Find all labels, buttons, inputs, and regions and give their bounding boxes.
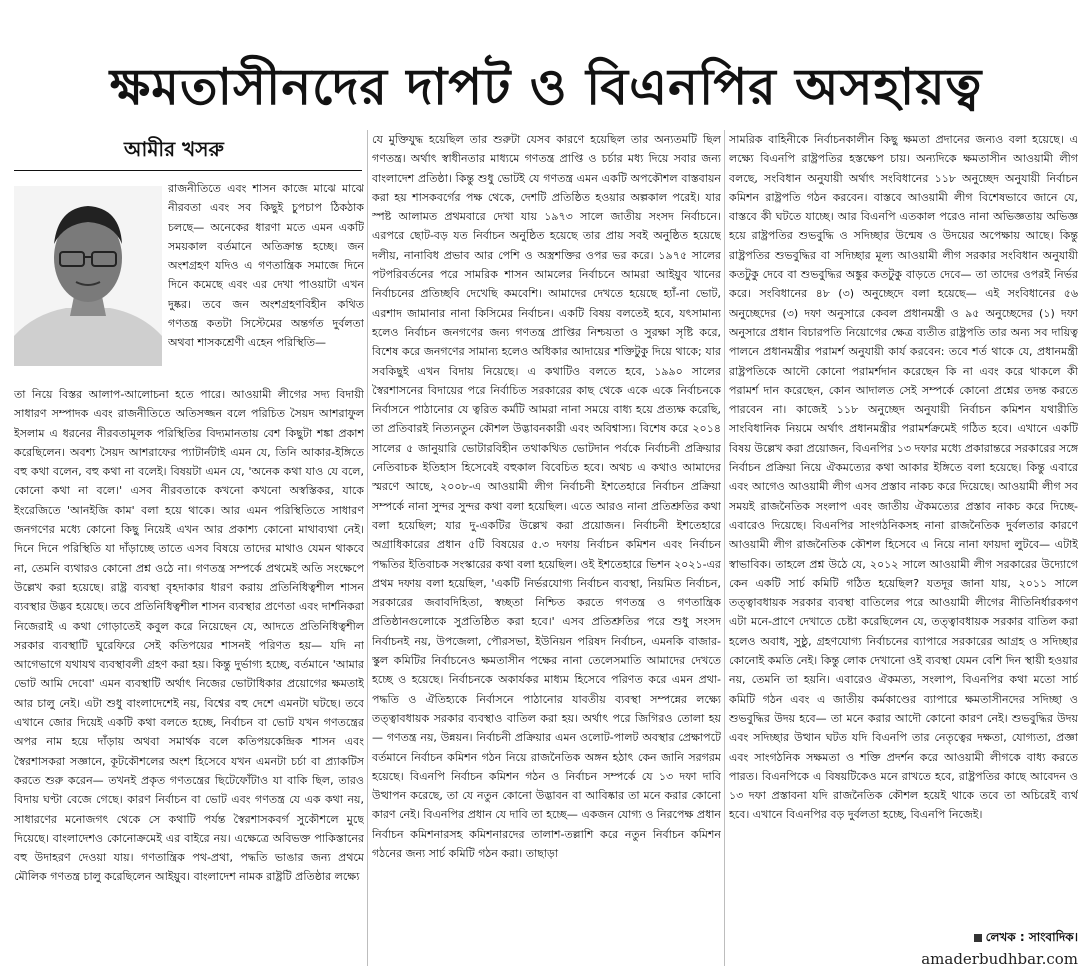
column-divider [367, 130, 368, 966]
column-1-top-text [168, 179, 364, 385]
author-photo [14, 186, 162, 366]
byline-divider [14, 170, 362, 171]
column-3-text [729, 130, 1078, 945]
writer-note [897, 927, 1078, 947]
column-2-text [372, 130, 721, 966]
paragraph: তা নিয়ে বিস্তর আলাপ-আলোচনা হতে পারে। আওয়ামী লীগের সদ্য বিদায়ী সাধারণ সম্পাদক এবং রাজনীতিতে অতিসজ্জন বলে পরিচিত সৈয়দ আশরাফুল ইসলাম এ ধরনের নীরবতামূলক পরিস্থিতির বিদ্যমানতায় বেশ কিছুটা শঙ্কা প্রকাশ করেছিলেন। অবশ্য সৈয়দ আশরাফের প্যাটার্নটাই এমন যে, তিনি আকার-ইঙ্গিতে বহু কথা বলেন, বহু কথা না বলেই। বিষয়টা এমন যে, 'অনেক কথা যাও যে বলে, কোনো কথা না বলে।' এসব নীরবতাকে কখনো কখনো অস্বস্তিকর, যাকে ইংরেজিতে 'আনইজি কাম' বলা হয়ে থাকে। আর এমন পরিস্থিতিতে সাধারণ জনগণের মধ্যে কোনো কিছু নিয়েই এখন আর প্রকাশ্য কোনো মাথাব্যথা নেই। দিনে দিনে পরিস্থিতি যা দাঁড়াচ্ছে তাতে এসব বিষয়ে তাদের মাথাও যেমন থাকবে না, তেমনি ব্যথারও কোনো প্রশ্ন ওঠে না। গণতন্ত্র সম্পর্কে প্রথমেই অতি সংক্ষেপে উল্লেখ করা হয়েছে। রাষ্ট্র ব্যবস্থা বৃহদাকার ধারণ করায় প্রতিনিধিত্বশীল শাসন ব্যবস্থার উদ্ভব হয়েছে। তবে প্রতিনিধিত্বশীল শাসন ব্যবস্থার প্রণেতা এবং দার্শনিকরা নিজেরাই এ কথা গোড়াতেই কবুল করে নিয়েছেন যে, আদতে প্রতিনিধিত্বশীল সরকার ব্যবস্থাটি ঘুরেফিরে সেই কতিপয়ের শাসনই পরিণত হয়— যদি না আগেভাগে যথাযথ ব্যবস্থাবলী গ্রহণ করা হয়। কিন্তু দুর্ভাগ্য হচ্ছে, বর্তমানে 'আমার ভোট আমি দেবো' এমন ব্যবস্থাটি অর্থাৎ নিজের ভোটাধিকার প্রয়োগের ক্ষমতাই আর চালু নেই। এটা শুধু বাংলাদেশেই নয়, বিশ্বের বহু দেশে এমনটা ঘটছে। তবে এখানে জোর দিয়েই একটি কথা বলতে হচ্ছে, নির্বাচন বা ভোট যখন গণতন্ত্রের অপর নাম হয়ে দাঁড়ায় অথবা সমার্থক বলে কতিপয়কেন্দ্রিক শাসন এবং স্বৈরশাসকরা সজ্ঞানে, কূটকৌশলের অংশ হিসেবে যখন এমনটা চর্চা বা প্র্যাকটিস করতে শুরু করেন— তখনই প্রকৃত গণতন্ত্রের ছিটেফোঁটাও যা বাকি ছিল, তারও বিদায় ঘণ্টা বেজে গেছে। কারণ নির্বাচন বা ভোট এবং গণতন্ত্র যে এক কথা নয়, সাধারণের মনোজগৎ থেকে সে কথাটি পর্যন্ত স্বৈরশাসকবর্গ সুকৌশলে মুছে দিয়েছে। বাংলাদেশও কোনোক্রমেই এর বাইরে নয়। এক্ষেত্রে অবিভক্ত পাকিস্তানের বহু উদাহরণ দেওয়া যায়। গণতান্ত্রিক পথ-প্রথা, পদ্ধতি ভাঙার জন্য প্রথমে মৌলিক গণতন্ত্র চালু করেছিলেন আইয়ুব। বাংলাদেশ নামক রাষ্ট্রটি প্রতিষ্ঠার লক্ষ্যে [14, 388, 364, 884]
headline: ক্ষমতাসীনদের দাপট ও বিএনপির অসহায়ত্ব [109, 57, 983, 116]
column-1-bottom-text [14, 385, 364, 965]
author-byline: আমীর খসরু [124, 137, 224, 161]
paragraph: সামরিক বাহিনীকে নির্বাচনকালীন কিছু ক্ষমতা প্রদানের জন্যও বলা হয়েছে। এ লক্ষ্যে বিএনপি রাষ্ট্রপতির হস্তক্ষেপ চায়। অন্যদিকে ক্ষমতাসীন আওয়ামী লীগ বলছে, সংবিধান অনুযায়ী অর্থাৎ সংবিধানের ১১৮ অনুচ্ছেদ অনুযায়ী নির্বাচন কমিশন রাষ্ট্রপতি গঠন করবেন। বাস্তবে আওয়ামী লীগ বিশেষভাবে জানে যে, বাস্তবে কী ঘটতে যাচ্ছে। আর বিএনপি এতকাল পরেও নানা অভিজ্ঞতায় অভিজ্ঞ হয়ে রাষ্ট্রপতির শুভবুদ্ধি ও সদিচ্ছার উন্মেষ ও উদয়ের অপেক্ষায় আছে। কিন্তু রাষ্ট্রপতির শুভবুদ্ধির বা সদিচ্ছার মূল্য আওয়ামী লীগ সরকার সংবিধান অনুযায়ী কতটুকু দেবে বা শুভবুদ্ধির অঙ্কুর কতটুকু বাড়তে দেবে— তা তাদের ওপরই নির্ভর করে। সংবিধানের ৪৮ (৩) অনুচ্ছেদে বলা হয়েছে— এই সংবিধানের ৫৬ অনুচ্ছেদের (৩) দফা অনুসারে কেবল প্রধানমন্ত্রী ও ৯৫ অনুচ্ছেদের (১) দফা অনুসারে প্রধান বিচারপতি নিয়োগের ক্ষেত্র ব্যতীত রাষ্ট্রপতি তার অন্য সব দায়িত্ব পালনে প্রধানমন্ত্রীর পরামর্শ অনুযায়ী কার্য করবেন: তবে শর্ত থাকে যে, প্রধানমন্ত্রী রাষ্ট্রপতিকে আদৌ কোনো পরামর্শদান করেছেন কি না এবং করে থাকলে কী পরামর্শ দান করেছেন, কোন আদালত সেই সম্পর্কে কোনো প্রশ্নের তদন্ত করতে পারবেন না। কাজেই ১১৮ অনুচ্ছেদ অনুযায়ী নির্বাচন কমিশন যথারীতি সাংবিধানিক নিয়মে অর্থাৎ প্রধানমন্ত্রীর পরামর্শক্রমেই গঠিত হবে। এখানে একটি বিষয় উল্লেখ করা প্রয়োজন, বিএনপির ১৩ দফার মধ্যে প্রকারান্তরে সরকারের সঙ্গে নির্বাচন প্রক্রিয়া নিয়ে ঐকমত্যের কথা আকার ইঙ্গিতে বলা হয়েছে। কিন্তু এবারে এবং আগেও আওয়ামী লীগ এসব প্রস্তাব নাকচ করে দিয়েছে। আওয়ামী লীগ সব সময়ই রাজনৈতিক সংলাপ এবং জাতীয় ঐকমত্যের প্রস্তাব নাকচ করে দিচ্ছে-এবারেও দিয়েছে। বিএনপির সাংগঠনিকসহ নানা রাজনৈতিক দুর্বলতার কারণে আওয়ামী লীগ রাজনৈতিক কৌশল হিসেবে এ নিয়ে নানা ফায়দা লুটবে— এটাই স্বাভাবিক। তাহলে প্রশ্ন উঠে যে, ২০১২ সালে আওয়ামী লীগ সরকারের উদ্যোগে কেন একটি সার্চ কমিটি গঠিত হয়েছিল? যতদূর জানা যায়, ২০১১ সালে তত্ত্বাবধায়ক সরকার ব্যবস্থা বাতিলের পরে আওয়ামী লীগের নীতিনির্ধারকগণ এটা মনে-প্রাণে দেখাতে চেষ্টা করেছিলেন যে, তত্ত্বাবধায়ক সরকার বাতিল করা হলেও অবাধ, সুষ্ঠু, গ্রহণযোগ্য নির্বাচনের ব্যাপারে সরকারের আগ্রহ ও সদিচ্ছার কোনোই কমতি নেই। কিন্তু লোক দেখানো ওই ব্যবস্থা যেমন বেশি দিন স্থায়ী হওয়ার নয়, তেমনি তা হয়নি। এবারেও ঐকমত্য, সংলাপ, বিএনপির কথা মতো সার্চ কমিটি গঠন এবং এ জাতীয় কর্মকাণ্ডের ব্যাপারে ক্ষমতাসীনদের সদিচ্ছা ও শুভবুদ্ধির উদয় হবে— তা মনে করার আদৌ কোনো কারণ নেই। শুভবুদ্ধির উদয় এবং সদিচ্ছার উত্থান ঘটত যদি বিএনপি তার নেতৃত্বের দক্ষতা, যোগ্যতা, প্রজ্ঞা এবং সাংগঠনিক সক্ষমতা ও শক্তি প্রদর্শন করে আওয়ামী লীগকে বাধ্য করতে পারত। বিএনপিকে এ বিষয়টিকেও মনে রাখতে হবে, রাষ্ট্রপতির কাছে আবেদন ও ১৩ দফা প্রস্তাবনা যদি রাজনৈতিক কৌশল হয়েই থাকে তবে তা অচিরেই ব্যর্থ হবে। এখানে বিএনপির বড় দুর্বলতা হচ্ছে, বিএনপি নিজেই। [729, 133, 1078, 822]
site-watermark: amaderbudhbar.com [921, 950, 1078, 968]
column-divider [724, 130, 725, 966]
paragraph: যে মুক্তিযুদ্ধ হয়েছিল তার শুরুটা যেসব কারণে হয়েছিল তার অন্যতমটি ছিল গণতন্ত্র। অর্থাৎ স্বাধীনতার মাধ্যমে গণতন্ত্র প্রাপ্তি ও চর্চার মধ্য দিয়ে সবার জন্য বাংলাদেশ প্রতিষ্ঠা। কিন্তু শুধু ভোটই যে গণতন্ত্র এমন একটি অপকৌশল বাস্তবায়ন করা হয় শাসকবর্গের পক্ষ থেকে, দেশটি প্রতিষ্ঠিত হওয়ার অল্পকাল পরেই। যার স্পষ্ট আলামত প্রথমবারে দেখা যায় ১৯৭৩ সালে জাতীয় সংসদ নির্বাচনে। এরপরে ছোট-বড় যত নির্বাচন অনুষ্ঠিত হয়েছে তার প্রায় সবই অনুষ্ঠিত হয়েছে দলীয়, নানাবিধ প্রভাব আর পেশি ও অস্ত্রশক্তির ওপর ভর করে। ১৯৭৫ সালের পটপরিবর্তনের পরে সামরিক শাসন আমলের নির্বাচনে আমরা আইয়ুব খানের নির্বাচনের প্রতিচ্ছবি দেখেছি কমবেশি। আমাদের দেখতে হয়েছে হ্যাঁ-না ভোট, এরশাদ জামানার নানা কিসিমের নির্বাচন। একটি বিষয় বলতেই হবে, যৎসামান্য হলেও নির্বাচন জনগণের জন্য গণতন্ত্র প্রাপ্তির নিশ্চয়তা ও সুরক্ষা সৃষ্টি করে, বিশেষ করে জনগণের সামান্য হলেও অধিকার আদায়ের শক্তিটুকু দিয়ে থাকে; যার সবকিছুই এখন বিদায় নিয়েছে। এ কথাটিও বলতে হবে, ১৯৯০ সালের স্বৈরশাসনের বিদায়ের পরে নির্বাচিত সরকারের কাছ থেকে একে একে নির্বাচনকে নির্বাসনে পাঠানোর যে ত্বরিত কর্মটি আমরা নানা সময়ে বাধ্য হয়ে প্রত্যক্ষ করেছি, তা প্রতিবারই নিত্যনতুন কৌশল উদ্ভাবনকারী এবং অবিশ্বাস্য। বিশেষ করে ২০১৪ সালের ৫ জানুয়ারি ভোটারবিহীন তথাকথিত ভোটদান পর্বকে নির্বাচনী প্রক্রিয়ার নেতিবাচক ইতিহাস হিসেবেই বহুকাল বিবেচিত হবে। অথচ এ কথাও আমাদের স্মরণে আছে, ২০০৮-এ আওয়ামী লীগ নির্বাচনী ইশতেহারে নির্বাচন প্রক্রিয়া সম্পর্কে নানা সুন্দর সুন্দর কথা বলা হয়েছিল। এতে আরও নানা প্রতিশ্রুতির কথা বলা হয়েছিল; যার দু-একটির উল্লেখ করা প্রয়োজন। নির্বাচনী ইশতেহারে অগ্রাধিকারের প্রধান ৫টি বিষয়ের ৫.৩ দফায় নির্বাচন কমিশন এবং নির্বাচন পদ্ধতির ইতিবাচক সংস্কারের কথা বলা হয়েছিল। ওই ইশতেহারে ভিশন ২০২১-এর প্রথম দফায় বলা হয়েছিল, 'একটি নির্ভরযোগ্য নির্বাচন ব্যবস্থা, নিয়মিত নির্বাচন, সরকারের জবাবদিহিতা, স্বচ্ছতা নিশ্চিত করতে গণতন্ত্র ও গণতান্ত্রিক প্রতিষ্ঠানগুলোকে সুপ্রতিষ্ঠিত করা হবে।' এসব প্রতিশ্রুতির পরে শুধু সংসদ নির্বাচনই নয়, উপজেলা, পৌরসভা, ইউনিয়ন পরিষদ নির্বাচন, এমনকি বাজার-স্কুল কমিটির নির্বাচনেও ক্ষমতাসীন পক্ষের নানা তেলেসমাতি আমাদের দেখতে হচ্ছে ও হয়েছে। নির্বাচনকে অকার্যকর মাধ্যম হিসেবে পরিণত করে এমন প্রথা-পদ্ধতি ও ঐতিহ্যকে নির্বাসনে পাঠানোর যাবতীয় ব্যবস্থা সম্পন্নের লক্ষ্যে তত্ত্বাবধায়ক সরকার ব্যবস্থাও বাতিল করা হয়। অর্থাৎ পরে জিগিরও তোলা হয়— গণতন্ত্র নয়, উন্নয়ন। নির্বাচনী প্রক্রিয়ার এমন ওলোট-পালট অবস্থার প্রেক্ষাপটে বর্তমানে নির্বাচন কমিশন গঠন নিয়ে রাজনৈতিক অঙ্গন হঠাৎ কেন জানি সরগরম হয়েছে। বিএনপি নির্বাচন কমিশন গঠন ও নির্বাচন সম্পর্কে যে ১৩ দফা দাবি উত্থাপন করেছে, তা যে নতুন কোনো উদ্ভাবন বা আবিষ্কার তা মনে করার কোনো কারণ নেই। বিএনপির প্রধান যে দাবি তা হচ্ছে— একজন যোগ্য ও নিরপেক্ষ প্রধান নির্বাচন কমিশনারসহ কমিশনারদের তালাশ-তল্লাশি করে নতুন নির্বাচন কমিশন গঠনের জন্য সার্চ কমিটি গঠন করা। তাছাড়া [372, 133, 721, 860]
paragraph: রাজনীতিতে এবং শাসন কাজে মাঝে মাঝে নীরবতা এবং সব কিছুই চুপচাপ ঠিকঠাক চলছে— অনেকের ধারণা মতে এমন একটি সময়কাল বর্তমানে অতিক্রান্ত হচ্ছে। জন অংশগ্রহণ যদিও এ গণতান্ত্রিক সমাজে দিনে দিনে কমেছে এবং এর দেখা পাওয়াটা এখন দুষ্কর। তবে জন অংশগ্রহণবিহীন কথিত গণতন্ত্র কতটা সিস্টেমের অন্তর্গত দুর্বলতা অথবা শাসকশ্রেণী এহেন পরিস্থিতি— [168, 182, 364, 350]
writer-note-text: লেখক : সাংবাদিক। [985, 930, 1078, 944]
bullet-square-icon [974, 934, 982, 942]
